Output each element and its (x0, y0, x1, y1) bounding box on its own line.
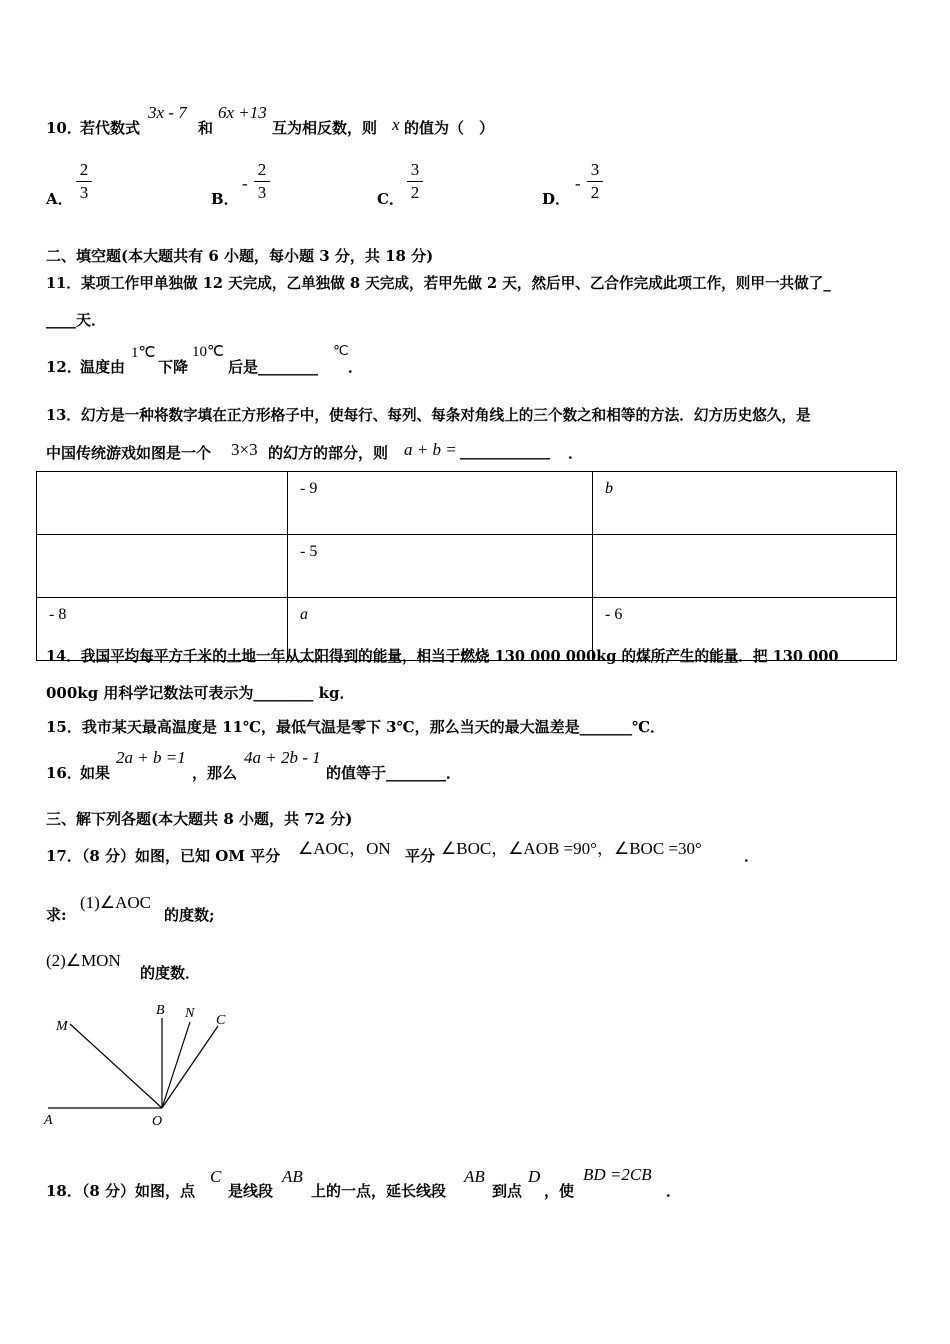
q17-part-2: (2)∠MON (46, 951, 121, 970)
q11-line-2: ____天． (46, 311, 107, 329)
ray-om (70, 1024, 162, 1108)
q14-line-1: 14．我国平均每平方千米的土地一年从太阳得到的能量，相当于燃烧 130 000 000kg 的煤所产生的能量．把 130 000 (46, 648, 839, 665)
q16-expr-2: 4a + 2b - 1 (244, 748, 321, 767)
table-cell (37, 535, 288, 598)
q18-text-5: ，使 (544, 1182, 575, 1200)
q10-number: 10． (46, 119, 82, 137)
q12-end: ． (348, 358, 364, 376)
label-m: M (56, 1019, 68, 1034)
q16-text-3: 的值等于________． (326, 764, 462, 782)
option-c-label: C． (377, 190, 404, 208)
table-row (37, 472, 897, 535)
q18-segment-ab-2: AB (464, 1167, 485, 1186)
q11-line-1: 11．某项工作甲单独做 12 天完成，乙单独做 8 天完成，若甲先做 2 天，然后甲、乙合作完成此项工作，则甲一共做了_ (46, 275, 831, 292)
q18-text-3: 上的一点，延长线段 (311, 1182, 447, 1200)
table-cell: - 9 (288, 472, 593, 535)
magic-square-table (36, 471, 897, 661)
fraction-bar (407, 181, 423, 182)
table-cell: a (288, 598, 593, 661)
option-b-numerator: 2 (257, 160, 267, 179)
ray-oc (162, 1026, 218, 1108)
table-cell: b (593, 472, 897, 535)
section-3-heading: 三、解下列各题(本大题共 8 小题，共 72 分) (46, 810, 353, 828)
q12-text-1: 温度由 (80, 358, 126, 376)
q17-text-2: 平分 (405, 847, 436, 865)
q12-value-1: 1℃ (131, 345, 156, 361)
q18-text-4: 到点 (492, 1182, 523, 1200)
q10-variable: x (392, 115, 400, 134)
label-c: C (216, 1013, 226, 1028)
table-cell (593, 535, 897, 598)
q10-expr-1: 3x - 7 (148, 103, 187, 122)
option-d-sign: - (575, 174, 581, 193)
table-cell (37, 472, 288, 535)
q12-value-2: 10℃ (192, 344, 224, 360)
section-2-heading: 二、填空题(本大题共有 6 小题，每小题 3 分，共 18 分) (46, 247, 434, 265)
q17-ask: 求: (46, 906, 67, 924)
option-d-denominator: 2 (590, 183, 600, 202)
option-a-denominator: 3 (79, 183, 89, 202)
q17-part-1: (1)∠AOC (80, 893, 151, 912)
q18-segment-ab-1: AB (282, 1167, 303, 1186)
option-d-label: D． (542, 190, 571, 208)
option-c-denominator: 2 (410, 183, 420, 202)
option-a-fraction (76, 160, 92, 203)
label-b: B (156, 1003, 165, 1018)
q13-expression: a + b = (404, 440, 457, 459)
q13-line-2a: 中国传统游戏如图是一个 (46, 444, 212, 462)
label-a: A (44, 1113, 53, 1128)
q17-part-1-text: 的度数; (164, 906, 215, 924)
q13-end: ． (568, 444, 584, 462)
fraction-bar (76, 181, 92, 182)
fraction-bar (587, 181, 603, 182)
q18-text-2: 是线段 (228, 1182, 274, 1200)
option-c-fraction (407, 160, 423, 203)
q12-number: 12． (46, 358, 82, 376)
q13-line-2b: 的幻方的部分，则 (268, 444, 389, 462)
table-cell: - 6 (593, 598, 897, 661)
q18-end: ． (666, 1182, 682, 1200)
table-cell: - 8 (37, 598, 288, 661)
q10-text-1: 若代数式 (80, 119, 141, 137)
q18-text-1: 18．（8 分）如图，点 (46, 1182, 196, 1200)
q10-text-3: 互为相反数，则 (272, 119, 378, 137)
q17-end: ． (744, 847, 760, 865)
q16-text-1: 如果 (80, 764, 111, 782)
q15-text: 15．我市某天最高温度是 11℃，最低气温是零下 3℃，那么当天的最大温差是_______℃． (46, 718, 666, 736)
option-b-fraction (254, 160, 270, 203)
q18-point-d: D (528, 1167, 541, 1186)
q10-text-4: 的值为（ ） (404, 119, 495, 137)
table-cell: - 5 (288, 535, 593, 598)
option-d-numerator: 3 (590, 160, 600, 179)
q18-expression: BD =2CB (583, 1165, 652, 1184)
q13-blank: ____________ (460, 442, 550, 460)
q12-text-3: 后是________ (228, 358, 319, 376)
ray-on (162, 1022, 190, 1108)
option-b-label: B． (211, 190, 239, 208)
q12-text-2: 下降 (158, 358, 189, 376)
q16-number: 16． (46, 764, 82, 782)
q10-expr-2: 6x +13 (218, 103, 267, 122)
q17-angle-aoc: ∠AOC，ON (298, 839, 391, 858)
q18-point-c: C (210, 1167, 222, 1186)
q12-unit: ℃ (333, 344, 349, 359)
q14-line-2: 000kg 用科学记数法可表示为________ kg． (46, 684, 355, 702)
option-a-numerator: 2 (79, 160, 89, 179)
angle-figure (40, 998, 240, 1133)
option-a-label: A． (46, 190, 73, 208)
q13-size: 3×3 (231, 440, 258, 459)
label-o: O (152, 1114, 163, 1129)
q17-text-1: 17．（8 分）如图，已知 OM 平分 (46, 847, 281, 865)
fraction-bar (254, 181, 270, 182)
q10-text-2: 和 (198, 119, 214, 137)
q17-part-2-text: 的度数． (140, 964, 201, 982)
label-n: N (185, 1006, 195, 1021)
option-d-fraction (587, 160, 603, 203)
option-b-sign: - (242, 174, 248, 193)
table-row (37, 535, 897, 598)
q13-line-1: 13．幻方是一种将数字填在正方形格子中，使每行、每列、每条对角线上的三个数之和相等的方法．幻方历史悠久，是 (46, 407, 811, 424)
q17-angle-values: ∠BOC，∠AOB =90°，∠BOC =30° (441, 839, 702, 858)
q16-expr-1: 2a + b =1 (116, 748, 186, 767)
q16-text-2: ，那么 (192, 764, 238, 782)
option-c-numerator: 3 (410, 160, 420, 179)
option-b-denominator: 3 (257, 183, 267, 202)
